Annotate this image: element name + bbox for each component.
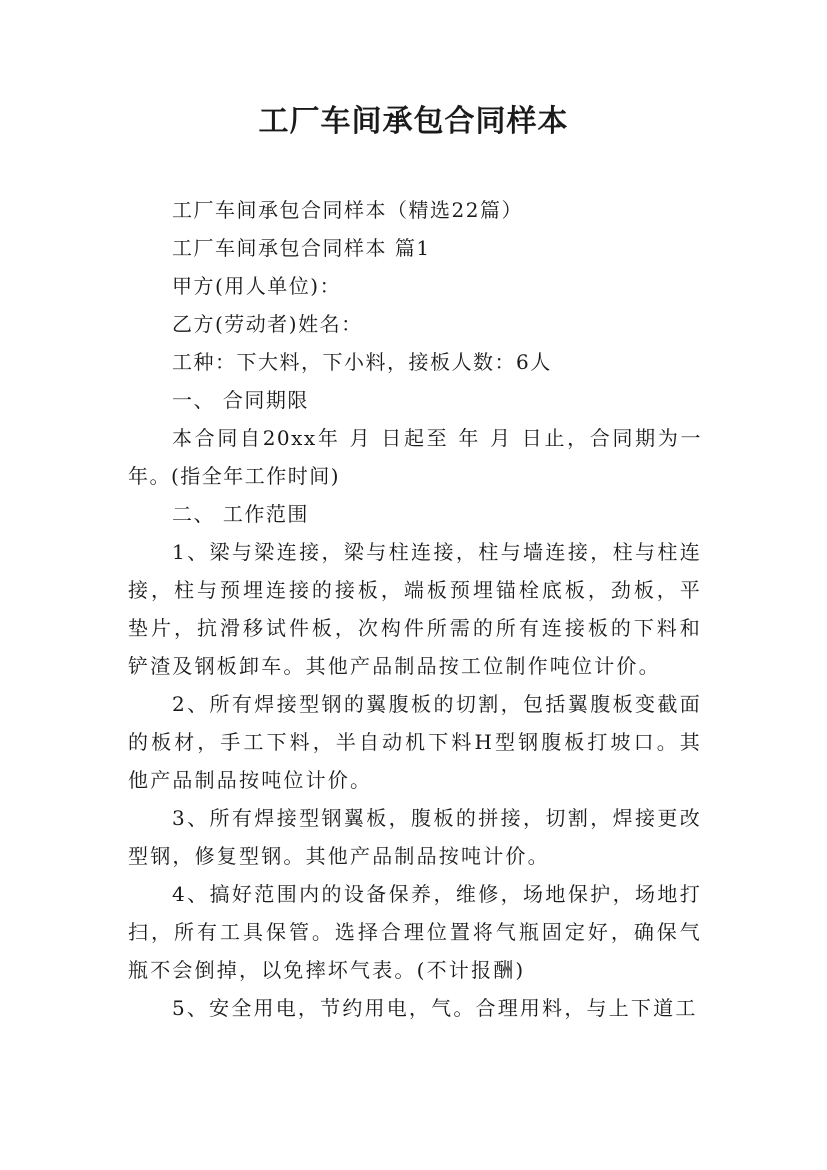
scope-item-3: 3、所有焊接型钢翼板，腹板的拼接，切割，焊接更改型钢，修复型钢。其他产品制品按吨计价。 — [128, 806, 702, 868]
job-type-line: 工种：下大料，下小料，接板人数：6人 — [172, 350, 552, 374]
scope-item-4: 4、搞好范围内的设备保养，维修，场地保护，场地打扫，所有工具保管。选择合理位置将气瓶固定好，确保气瓶不会倒掉，以免摔坏气表。(不计报酬) — [128, 882, 702, 982]
clause-heading-term: 一、 合同期限 — [172, 388, 309, 412]
party-b-line: 乙方(劳动者)姓名： — [172, 312, 363, 336]
party-a-line: 甲方(用人单位)： — [172, 274, 342, 298]
clause-heading-scope: 二、 工作范围 — [172, 502, 309, 526]
section-heading: 工厂车间承包合同样本 篇1 — [172, 236, 431, 260]
scope-item-2: 2、所有焊接型钢的翼腹板的切割，包括翼腹板变截面的板材，手工下料，半自动机下料H型钢腹板打坡口。其他产品制品按吨位计价。 — [128, 692, 702, 792]
subtitle-paragraph: 工厂车间承包合同样本（精选22篇） — [172, 198, 523, 222]
scope-item-5: 5、安全用电，节约用电，气。合理用料，与上下道工 — [172, 996, 698, 1020]
document-title: 工厂车间承包合同样本 — [258, 104, 569, 139]
document-body — [128, 191, 702, 1027]
scope-item-1: 1、梁与梁连接，梁与柱连接，柱与墙连接，柱与柱连接，柱与预埋连接的接板，端板预埋锚栓底板，劲板，平垫片，抗滑移试件板，次构件所需的所有连接板的下料和铲渣及钢板卸车。其他产品制品按工位制作吨位计价。 — [128, 540, 702, 678]
term-paragraph: 本合同自20xx年 月 日起至 年 月 日止，合同期为一年。(指全年工作时间) — [128, 426, 702, 488]
